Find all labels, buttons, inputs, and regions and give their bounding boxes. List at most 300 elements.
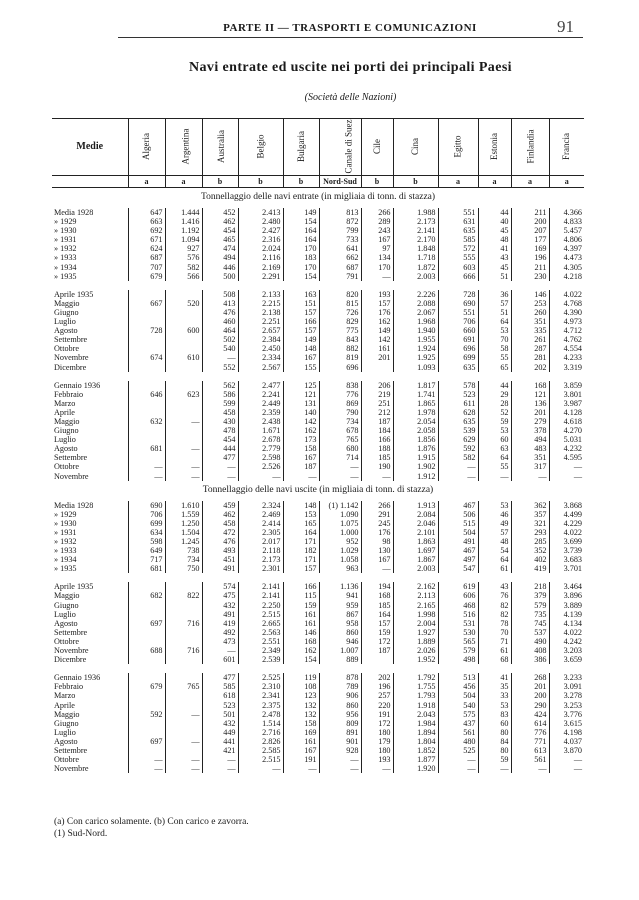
- table-cell: 1.090: [319, 510, 361, 519]
- table-cell: 80: [478, 746, 511, 755]
- table-cell: 1.804: [393, 737, 438, 746]
- table-cell: 2.215: [238, 299, 283, 308]
- table-cell: 55: [478, 353, 511, 362]
- table-cell: 628: [438, 408, 478, 417]
- column-header-label: Australia: [215, 130, 226, 164]
- table-cell: 4.768: [549, 299, 584, 308]
- table-cell: 82: [478, 601, 511, 610]
- table-cell: 2.341: [238, 691, 283, 700]
- table-cell: 2.678: [238, 435, 283, 444]
- row-label: » 1931: [54, 527, 77, 537]
- table-cell: 289: [361, 217, 393, 226]
- table-cell: —: [128, 472, 165, 481]
- running-header: PARTE II — TRASPORTI E COMUNICAZIONI: [223, 22, 477, 34]
- row-label: Luglio: [54, 609, 76, 619]
- table-cell: 177: [511, 235, 549, 244]
- table-cell: 1.852: [393, 746, 438, 755]
- table-cell: 64: [478, 317, 511, 326]
- table-cell: 64: [478, 555, 511, 564]
- table-row: [52, 746, 584, 755]
- table-cell: 1.915: [393, 453, 438, 462]
- table-cell: 154: [283, 655, 319, 664]
- table-cell: [165, 582, 202, 591]
- table-cell: 57: [478, 528, 511, 537]
- table-cell: 4.022: [549, 628, 584, 637]
- table-cell: 483: [511, 444, 549, 453]
- table-row: [52, 453, 584, 462]
- table-cell: 843: [319, 335, 361, 344]
- table-cell: 750: [165, 564, 202, 573]
- table-cell: 771: [511, 737, 549, 746]
- column-header-row: [52, 119, 584, 176]
- table-cell: 164: [283, 528, 319, 537]
- table-cell: 161: [283, 610, 319, 619]
- table-cell: 2.118: [238, 546, 283, 555]
- table-cell: 1.856: [393, 435, 438, 444]
- table-cell: 1.718: [393, 253, 438, 262]
- table-cell: 243: [361, 226, 393, 235]
- row-label: Maggio: [54, 591, 80, 601]
- table-cell: 475: [202, 591, 238, 600]
- table-cell: 706: [128, 510, 165, 519]
- table-cell: 3.868: [549, 501, 584, 510]
- table-cell: 285: [511, 537, 549, 546]
- table-cell: 444: [202, 444, 238, 453]
- table-cell: 2.413: [238, 208, 283, 217]
- table-cell: 379: [511, 591, 549, 600]
- table-cell: 4.233: [549, 353, 584, 362]
- table-cell: [165, 719, 202, 728]
- table-cell: 2.478: [238, 710, 283, 719]
- table-cell: 151: [283, 299, 319, 308]
- table-cell: 130: [361, 546, 393, 555]
- table-cell: 53: [478, 426, 511, 435]
- table-cell: 2.563: [238, 628, 283, 637]
- table-cell: 218: [511, 582, 549, 591]
- table-cell: 43: [478, 582, 511, 591]
- table-cell: 449: [202, 728, 238, 737]
- table-cell: 351: [511, 453, 549, 462]
- column-header: [438, 119, 478, 176]
- column-header: [202, 119, 238, 176]
- table-cell: 454: [202, 226, 238, 235]
- table-row: [52, 673, 584, 682]
- table-cell: [128, 628, 165, 637]
- table-cell: 2.138: [238, 308, 283, 317]
- table-cell: 131: [283, 399, 319, 408]
- table-cell: 2.384: [238, 335, 283, 344]
- table-cell: 2.241: [238, 390, 283, 399]
- table-cell: 666: [438, 272, 478, 281]
- row-label: » 1935: [54, 271, 77, 281]
- table-cell: 606: [438, 591, 478, 600]
- table-cell: 603: [438, 263, 478, 272]
- table-cell: 44: [478, 208, 511, 217]
- column-header: [319, 119, 361, 176]
- table-cell: 506: [438, 510, 478, 519]
- group-spacer: [52, 281, 584, 290]
- table-cell: 172: [361, 637, 393, 646]
- table-cell: 906: [319, 691, 361, 700]
- table-cell: 494: [511, 435, 549, 444]
- table-cell: 48: [478, 235, 511, 244]
- table-cell: 173: [283, 435, 319, 444]
- table-cell: 115: [283, 591, 319, 600]
- table-cell: 28: [478, 399, 511, 408]
- table-cell: 4.218: [549, 272, 584, 281]
- table-cell: —: [128, 462, 165, 471]
- table-cell: 585: [202, 682, 238, 691]
- table-cell: 60: [478, 719, 511, 728]
- table-cell: 523: [438, 390, 478, 399]
- table-cell: 159: [361, 628, 393, 637]
- table-cell: 860: [319, 628, 361, 637]
- table-row: [52, 682, 584, 691]
- table-cell: 555: [438, 253, 478, 262]
- column-header: [283, 119, 319, 176]
- table-cell: 61: [478, 646, 511, 655]
- table-row: [52, 582, 584, 591]
- table-cell: 1.913: [393, 501, 438, 510]
- row-label: Agosto: [54, 326, 78, 336]
- table-row: [52, 619, 584, 628]
- table-cell: 3.615: [549, 719, 584, 728]
- table-cell: 1.000: [319, 528, 361, 537]
- table-cell: 196: [511, 253, 549, 262]
- table-cell: 4.232: [549, 444, 584, 453]
- table-cell: 2.024: [238, 244, 283, 253]
- row-label: Gennaio 1936: [54, 673, 101, 683]
- table-cell: 2.826: [238, 737, 283, 746]
- table-cell: 765: [319, 435, 361, 444]
- table-cell: 45: [478, 263, 511, 272]
- table-cell: 454: [202, 435, 238, 444]
- table-cell: 1.968: [393, 317, 438, 326]
- table-cell: 572: [438, 244, 478, 253]
- table-cell: 157: [283, 564, 319, 573]
- group-spacer: [52, 372, 584, 381]
- table-cell: 523: [202, 701, 238, 710]
- table-cell: 680: [319, 444, 361, 453]
- table-cell: 1.902: [393, 462, 438, 471]
- table-cell: 4.037: [549, 737, 584, 746]
- table-cell: 1.912: [393, 472, 438, 481]
- table-cell: 963: [319, 564, 361, 573]
- table-cell: —: [202, 353, 238, 362]
- table-cell: 149: [283, 335, 319, 344]
- table-cell: 4.397: [549, 244, 584, 253]
- table-cell: 1.865: [393, 399, 438, 408]
- table-cell: 3.683: [549, 555, 584, 564]
- table-cell: 68: [478, 655, 511, 664]
- table-cell: —: [165, 755, 202, 764]
- table-cell: —: [165, 417, 202, 426]
- table-cell: 2.251: [238, 317, 283, 326]
- table-cell: 2.567: [238, 363, 283, 372]
- table-cell: 679: [128, 272, 165, 281]
- table-cell: [165, 426, 202, 435]
- table-cell: [128, 290, 165, 299]
- row-label: Agosto: [54, 618, 78, 628]
- column-header-label: Cile: [371, 139, 382, 155]
- table-cell: 776: [319, 390, 361, 399]
- table-cell: 166: [361, 435, 393, 444]
- table-cell: 3.987: [549, 399, 584, 408]
- table-cell: 451: [202, 555, 238, 564]
- table-cell: 2.113: [393, 591, 438, 600]
- table-cell: 3.739: [549, 546, 584, 555]
- table-cell: 108: [283, 682, 319, 691]
- table-cell: 1.998: [393, 610, 438, 619]
- row-label: Agosto: [54, 736, 78, 746]
- row-label: » 1930: [54, 518, 77, 528]
- column-header: [238, 119, 283, 176]
- table-cell: —: [202, 646, 238, 655]
- table-cell: 647: [128, 208, 165, 217]
- table-cell: —: [361, 272, 393, 281]
- table-cell: 2.665: [238, 619, 283, 628]
- row-label: Novembre: [54, 764, 89, 774]
- table-cell: 194: [361, 582, 393, 591]
- table-cell: —: [165, 444, 202, 453]
- table-cell: 462: [202, 510, 238, 519]
- table-cell: 165: [283, 519, 319, 528]
- table-cell: 493: [202, 546, 238, 555]
- table-cell: 2.003: [393, 564, 438, 573]
- table-cell: 632: [128, 417, 165, 426]
- table-cell: —: [361, 472, 393, 481]
- table-cell: 4.806: [549, 235, 584, 244]
- table-cell: —: [361, 764, 393, 773]
- table-cell: 171: [283, 537, 319, 546]
- table-cell: 4.554: [549, 344, 584, 353]
- table-cell: 716: [165, 619, 202, 628]
- table-cell: —: [165, 472, 202, 481]
- table-cell: [128, 728, 165, 737]
- table-cell: 266: [361, 501, 393, 510]
- table-row: [52, 208, 584, 217]
- table-cell: 1.671: [238, 426, 283, 435]
- table-cell: 5.031: [549, 435, 584, 444]
- table-cell: 167: [361, 235, 393, 244]
- table-cell: 1.867: [393, 555, 438, 564]
- table-cell: 498: [438, 655, 478, 664]
- table-cell: 1.848: [393, 244, 438, 253]
- table-cell: 860: [319, 701, 361, 710]
- table-cell: —: [283, 472, 319, 481]
- table-row: [52, 728, 584, 737]
- table-cell: 1.250: [165, 519, 202, 528]
- table-cell: 251: [361, 399, 393, 408]
- table-cell: 157: [361, 299, 393, 308]
- table-cell: 2.141: [393, 226, 438, 235]
- table-cell: 1.817: [393, 381, 438, 390]
- table-cell: 829: [319, 317, 361, 326]
- table-cell: 552: [202, 363, 238, 372]
- table-cell: 2.165: [393, 601, 438, 610]
- table-cell: 57: [478, 299, 511, 308]
- row-label: Ottobre: [54, 462, 80, 472]
- table-cell: 819: [319, 353, 361, 362]
- row-label: Agosto: [54, 444, 78, 454]
- table-row: [52, 601, 584, 610]
- table-cell: [128, 719, 165, 728]
- table-cell: —: [238, 472, 283, 481]
- table-cell: 459: [202, 501, 238, 510]
- table-cell: 149: [283, 208, 319, 217]
- table-cell: 901: [319, 737, 361, 746]
- table-cell: 180: [361, 746, 393, 755]
- table-row: [52, 363, 584, 372]
- table-cell: 2.054: [393, 417, 438, 426]
- table-cell: 641: [319, 244, 361, 253]
- table-cell: 201: [511, 682, 549, 691]
- table-cell: 504: [438, 528, 478, 537]
- table-cell: 161: [283, 737, 319, 746]
- table-cell: 1.245: [165, 537, 202, 546]
- table-cell: 799: [319, 226, 361, 235]
- table-cell: 2.250: [238, 601, 283, 610]
- table-cell: 257: [361, 691, 393, 700]
- table-cell: 586: [202, 390, 238, 399]
- table-cell: 421: [202, 746, 238, 755]
- table-cell: 697: [128, 737, 165, 746]
- table-cell: 48: [478, 537, 511, 546]
- table-cell: [128, 317, 165, 326]
- table-cell: 191: [361, 710, 393, 719]
- table-cell: [128, 381, 165, 390]
- table-cell: 614: [511, 719, 549, 728]
- row-label: » 1933: [54, 253, 77, 263]
- table-cell: 166: [283, 582, 319, 591]
- table-cell: 29: [478, 390, 511, 399]
- column-header-label: Finlandia: [524, 130, 535, 164]
- table-row: [52, 546, 584, 555]
- table-cell: 4.762: [549, 335, 584, 344]
- table-cell: 2.716: [238, 728, 283, 737]
- table-cell: 53: [478, 326, 511, 335]
- table-cell: 791: [319, 272, 361, 281]
- table-cell: 187: [361, 646, 393, 655]
- table-cell: 70: [478, 335, 511, 344]
- table-cell: 820: [319, 290, 361, 299]
- table-cell: 146: [283, 628, 319, 637]
- table-cell: [165, 344, 202, 353]
- table-row: [52, 390, 584, 399]
- table-cell: 3.659: [549, 655, 584, 664]
- table-cell: 2.003: [393, 272, 438, 281]
- table-cell: 2.173: [238, 555, 283, 564]
- row-label: Aprile: [54, 407, 75, 417]
- table-cell: 2.359: [238, 408, 283, 417]
- table-cell: —: [238, 764, 283, 773]
- row-label: Maggio: [54, 298, 80, 308]
- table-row: [52, 701, 584, 710]
- table-cell: 474: [202, 244, 238, 253]
- table-cell: 167: [283, 353, 319, 362]
- table-cell: [165, 308, 202, 317]
- table-cell: [165, 290, 202, 299]
- table-row: [52, 272, 584, 281]
- table-cell: 53: [478, 701, 511, 710]
- table-cell: —: [202, 472, 238, 481]
- table-row: [52, 317, 584, 326]
- table-cell: 699: [438, 353, 478, 362]
- table-cell: [128, 408, 165, 417]
- table-cell: 49: [478, 519, 511, 528]
- table-cell: 4.618: [549, 417, 584, 426]
- row-label: Media 1928: [54, 500, 94, 510]
- table-cell: 167: [361, 555, 393, 564]
- table-cell: 4.390: [549, 308, 584, 317]
- table-row: [52, 217, 584, 226]
- table-cell: 158: [283, 444, 319, 453]
- table-cell: 477: [202, 673, 238, 682]
- row-label: Febbraio: [54, 682, 84, 692]
- table-cell: 460: [202, 317, 238, 326]
- table-row: [52, 691, 584, 700]
- table-cell: 4.973: [549, 317, 584, 326]
- table-cell: 699: [128, 519, 165, 528]
- table-row: [52, 244, 584, 253]
- table-cell: 2.414: [238, 519, 283, 528]
- table-cell: 467: [438, 501, 478, 510]
- table-row: [52, 444, 584, 453]
- table-cell: 618: [202, 691, 238, 700]
- table-cell: 1.988: [393, 208, 438, 217]
- table-cell: [165, 381, 202, 390]
- table-cell: 687: [319, 263, 361, 272]
- table-cell: 2.162: [393, 582, 438, 591]
- table-cell: 3.701: [549, 564, 584, 573]
- table-cell: 738: [165, 546, 202, 555]
- table-cell: 4.499: [549, 510, 584, 519]
- table-row: [52, 637, 584, 646]
- table-cell: 432: [202, 719, 238, 728]
- column-note: b: [361, 176, 393, 188]
- table-cell: 927: [165, 244, 202, 253]
- column-header: [393, 119, 438, 176]
- table-row: [52, 519, 584, 528]
- table-cell: [128, 344, 165, 353]
- table-cell: 3.801: [549, 390, 584, 399]
- table-cell: 733: [319, 235, 361, 244]
- table-cell: 3.091: [549, 682, 584, 691]
- table-cell: 476: [202, 308, 238, 317]
- table-cell: 132: [283, 701, 319, 710]
- row-label: Ottobre: [54, 636, 80, 646]
- table-cell: 574: [202, 582, 238, 591]
- table-cell: 1.863: [393, 537, 438, 546]
- table-cell: —: [128, 764, 165, 773]
- table-cell: [128, 655, 165, 664]
- section-heading-row: [52, 188, 584, 209]
- table-cell: 1.984: [393, 719, 438, 728]
- table-cell: 891: [319, 728, 361, 737]
- column-note: a: [478, 176, 511, 188]
- table-cell: 185: [361, 453, 393, 462]
- table-row: [52, 308, 584, 317]
- table-cell: 2.141: [238, 582, 283, 591]
- table-cell: 869: [319, 399, 361, 408]
- table-cell: 3.464: [549, 582, 584, 591]
- table-cell: —: [438, 472, 478, 481]
- table-cell: 878: [319, 673, 361, 682]
- table-row: [52, 344, 584, 353]
- row-label: » 1934: [54, 555, 77, 565]
- column-note: Nord-Sud: [319, 176, 361, 188]
- table-cell: 1.075: [319, 519, 361, 528]
